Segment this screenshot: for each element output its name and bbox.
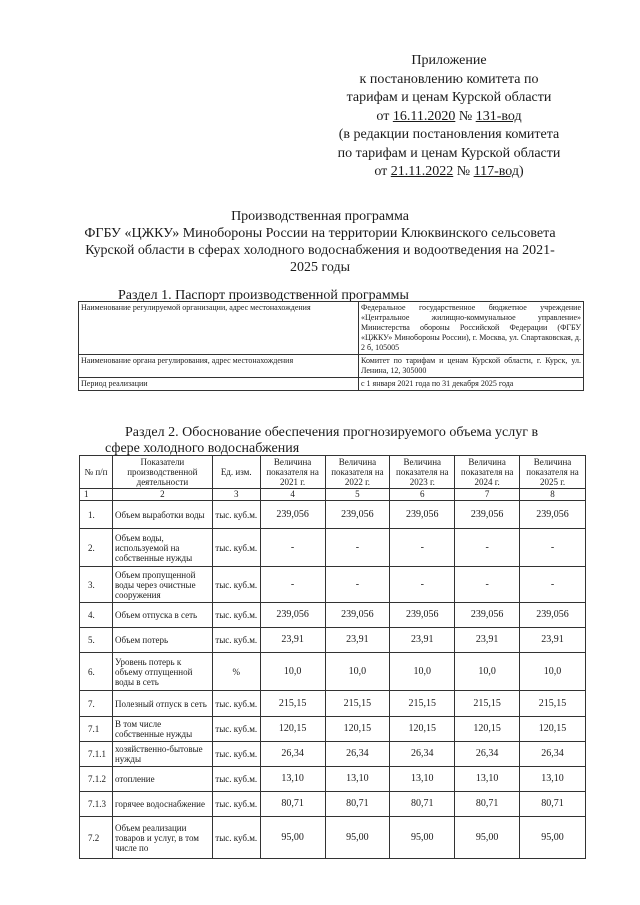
value-cell: 80,71 <box>325 792 390 817</box>
unit-cell: тыс. куб.м. <box>212 501 260 529</box>
indicator-name: Объем потерь <box>112 628 212 653</box>
passport-label: Наименование органа регулирования, адрес местонахождения <box>79 355 359 378</box>
amendment-number: 117-вод <box>473 164 519 179</box>
value-cell: 215,15 <box>390 691 455 717</box>
appendix-line: к постановлению комитета по <box>359 71 539 87</box>
value-cell: 13,10 <box>455 767 520 792</box>
value-cell: 95,00 <box>520 817 586 859</box>
value-cell: 95,00 <box>455 817 520 859</box>
value-cell: - <box>455 529 520 567</box>
table-row <box>80 717 586 742</box>
appendix-no: № <box>455 108 476 124</box>
unit-cell: тыс. куб.м. <box>212 628 260 653</box>
value-cell: 23,91 <box>260 628 325 653</box>
table-row <box>80 767 586 792</box>
value-cell: 26,34 <box>260 742 325 767</box>
value-cell: 120,15 <box>455 717 520 742</box>
value-cell: 80,71 <box>520 792 586 817</box>
table-row <box>80 792 586 817</box>
value-cell: 26,34 <box>390 742 455 767</box>
row-number: 1. <box>80 501 113 529</box>
value-cell: 23,91 <box>325 628 390 653</box>
table-row <box>80 628 586 653</box>
appendix-line: Приложение <box>411 53 487 68</box>
passport-value: Комитет по тарифам и ценам Курской области, г. Курск, ул. Ленина, 12, 305000 <box>359 355 584 378</box>
value-cell: 120,15 <box>390 717 455 742</box>
value-cell: 239,056 <box>325 603 390 628</box>
passport-row <box>79 302 584 355</box>
appendix-block <box>318 52 580 182</box>
column-number: 7 <box>455 489 520 501</box>
value-cell: 215,15 <box>260 691 325 717</box>
value-cell: 10,0 <box>260 653 325 691</box>
appendix-close: ) <box>519 164 524 179</box>
unit-cell: тыс. куб.м. <box>212 792 260 817</box>
value-cell: - <box>260 529 325 567</box>
amendment-date: 21.11.2022 <box>390 164 454 179</box>
appendix-line: (в редакции постановления комитета <box>338 127 560 142</box>
section2-heading <box>105 425 585 457</box>
column-number-row <box>80 489 586 501</box>
unit-cell: тыс. куб.м. <box>212 767 260 792</box>
value-cell: 239,056 <box>455 501 520 529</box>
value-cell: - <box>260 567 325 603</box>
value-cell: 23,91 <box>455 628 520 653</box>
value-cell: 23,91 <box>520 628 586 653</box>
value-cell: 215,15 <box>325 691 390 717</box>
table-row <box>80 742 586 767</box>
row-number: 3. <box>80 567 113 603</box>
row-number: 7. <box>80 691 113 717</box>
value-cell: 239,056 <box>260 501 325 529</box>
value-cell: 239,056 <box>260 603 325 628</box>
row-number: 7.1 <box>80 717 113 742</box>
indicators-table <box>79 455 586 859</box>
column-number: 5 <box>325 489 390 501</box>
value-cell: 239,056 <box>325 501 390 529</box>
passport-value: Федеральное государственное бюджетное учреждение «Центральное жилищно-коммунальное управление» Министерства обороны Российской Федерации (ФГБУ «ЦЖКУ» Минобороны России), г. Москва, ул. Спартаковская, д. 2 б, 105005 <box>359 302 584 355</box>
appendix-amendment-line <box>318 163 580 182</box>
table-row <box>80 653 586 691</box>
decree-number: 131-вод <box>475 108 522 124</box>
value-cell: - <box>325 529 390 567</box>
title-line: Курской области в сферах холодного водоснабжения и водоотведения на 2021- <box>85 243 555 258</box>
indicator-name: хозяйственно-бытовые нужды <box>112 742 212 767</box>
value-cell: - <box>325 567 390 603</box>
value-cell: - <box>520 529 586 567</box>
table-row <box>80 817 586 859</box>
value-cell: 23,91 <box>390 628 455 653</box>
column-header: Показатели производственной деятельности <box>112 456 212 489</box>
column-number: 2 <box>112 489 212 501</box>
column-number: 6 <box>390 489 455 501</box>
value-cell: 10,0 <box>455 653 520 691</box>
column-header: Величина показателя на 2025 г. <box>520 456 586 489</box>
row-number: 5. <box>80 628 113 653</box>
title-line: ФГБУ «ЦЖКУ» Минобороны России на территории Клюквинского сельсовета <box>84 226 556 241</box>
value-cell: 120,15 <box>520 717 586 742</box>
value-cell: 10,0 <box>520 653 586 691</box>
value-cell: 215,15 <box>520 691 586 717</box>
table-row <box>80 529 586 567</box>
unit-cell: тыс. куб.м. <box>212 691 260 717</box>
value-cell: 239,056 <box>520 603 586 628</box>
value-cell: 26,34 <box>520 742 586 767</box>
indicator-name: горячее водоснабжение <box>112 792 212 817</box>
row-number: 7.2 <box>80 817 113 859</box>
value-cell: 13,10 <box>520 767 586 792</box>
table-body <box>80 501 586 859</box>
value-cell: 10,0 <box>390 653 455 691</box>
value-cell: 13,10 <box>325 767 390 792</box>
unit-cell: тыс. куб.м. <box>212 717 260 742</box>
title-line: 2025 годы <box>289 260 351 275</box>
unit-cell: тыс. куб.м. <box>212 567 260 603</box>
appendix-from: от <box>374 164 391 179</box>
table-row <box>80 691 586 717</box>
indicator-name: Уровень потерь к объему отпущенной воды в сеть <box>112 653 212 691</box>
column-header: Величина показателя на 2021 г. <box>260 456 325 489</box>
row-number: 2. <box>80 529 113 567</box>
document-title <box>60 208 580 276</box>
table-row <box>80 603 586 628</box>
value-cell: - <box>455 567 520 603</box>
indicator-name: Полезный отпуск в сеть <box>112 691 212 717</box>
indicator-name: Объем выработки воды <box>112 501 212 529</box>
appendix-from: от <box>376 108 393 124</box>
value-cell: 95,00 <box>325 817 390 859</box>
passport-row <box>79 378 584 391</box>
row-number: 7.1.2 <box>80 767 113 792</box>
row-number: 7.1.3 <box>80 792 113 817</box>
unit-cell: тыс. куб.м. <box>212 603 260 628</box>
column-header: № п/п <box>80 456 113 489</box>
section2-heading-line: сфере холодного водоснабжения <box>105 441 300 456</box>
section1-heading: Раздел 1. Паспорт производственной программы <box>118 288 409 303</box>
passport-value: с 1 января 2021 года по 31 декабря 2025 года <box>359 378 584 391</box>
appendix-line: по тарифам и ценам Курской области <box>337 145 561 161</box>
indicator-name: Объем реализации товаров и услуг, в том числе по <box>112 817 212 859</box>
appendix-decree-line <box>318 108 580 127</box>
value-cell: 239,056 <box>390 501 455 529</box>
value-cell: 10,0 <box>325 653 390 691</box>
column-header: Величина показателя на 2023 г. <box>390 456 455 489</box>
value-cell: 239,056 <box>520 501 586 529</box>
section2-heading-line: Раздел 2. Обоснование обеспечения прогнозируемого объема услуг в <box>125 425 539 440</box>
column-header: Величина показателя на 2024 г. <box>455 456 520 489</box>
appendix-line: тарифам и ценам Курской области <box>346 90 552 105</box>
value-cell: 215,15 <box>455 691 520 717</box>
value-cell: - <box>520 567 586 603</box>
indicator-name: Объем воды, используемой на собственные нужды <box>112 529 212 567</box>
column-number: 3 <box>212 489 260 501</box>
unit-cell: % <box>212 653 260 691</box>
value-cell: 239,056 <box>455 603 520 628</box>
title-line: Производственная программа <box>231 209 409 224</box>
value-cell: 120,15 <box>325 717 390 742</box>
value-cell: 80,71 <box>260 792 325 817</box>
value-cell: 80,71 <box>390 792 455 817</box>
value-cell: 120,15 <box>260 717 325 742</box>
value-cell: 13,10 <box>260 767 325 792</box>
value-cell: 239,056 <box>390 603 455 628</box>
value-cell: 95,00 <box>390 817 455 859</box>
value-cell: 80,71 <box>455 792 520 817</box>
value-cell: 13,10 <box>390 767 455 792</box>
table-row <box>80 567 586 603</box>
decree-date: 16.11.2020 <box>392 108 456 124</box>
passport-label: Период реализации <box>79 378 359 391</box>
column-header: Ед. изм. <box>212 456 260 489</box>
indicator-name: Объем отпуска в сеть <box>112 603 212 628</box>
unit-cell: тыс. куб.м. <box>212 742 260 767</box>
row-number: 6. <box>80 653 113 691</box>
column-number: 4 <box>260 489 325 501</box>
column-header: Величина показателя на 2022 г. <box>325 456 390 489</box>
table-row <box>80 501 586 529</box>
column-number: 1 <box>80 489 113 501</box>
unit-cell: тыс. куб.м. <box>212 529 260 567</box>
value-cell: 26,34 <box>325 742 390 767</box>
indicator-name: Объем пропущенной воды через очистные сооружения <box>112 567 212 603</box>
passport-row <box>79 355 584 378</box>
column-number: 8 <box>520 489 586 501</box>
indicator-name: В том числе собственные нужды <box>112 717 212 742</box>
row-number: 4. <box>80 603 113 628</box>
passport-label: Наименование регулируемой организации, адрес местонахождения <box>79 302 359 355</box>
appendix-no: № <box>453 164 474 179</box>
value-cell: - <box>390 567 455 603</box>
indicator-name: отопление <box>112 767 212 792</box>
unit-cell: тыс. куб.м. <box>212 817 260 859</box>
value-cell: - <box>390 529 455 567</box>
row-number: 7.1.1 <box>80 742 113 767</box>
value-cell: 95,00 <box>260 817 325 859</box>
table-header-row <box>80 456 586 489</box>
passport-table <box>78 301 584 391</box>
value-cell: 26,34 <box>455 742 520 767</box>
